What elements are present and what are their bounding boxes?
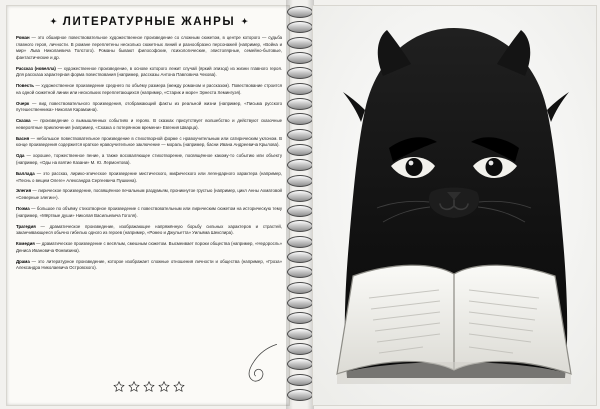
list-item — [16, 171, 282, 184]
star-icon[interactable] — [114, 381, 125, 392]
binding-ring — [287, 129, 313, 141]
black-cat-reading-book-illustration — [313, 6, 596, 405]
genre-definition: — это рассказ, лирико-эпическое произведение мистического, мифического или легендарного характера (например, «Песнь о вещем Олеге» Александра Сергеевича Пушкина). — [16, 170, 282, 183]
genre-entry-list — [16, 35, 282, 272]
star-icon[interactable] — [159, 381, 170, 392]
genre-definition: — произведение о вымышленных событиях и героях. В сказках присутствует волшебство и действуют сказочные невероятные приключения (например, «Сказка о потерянном времени» Евгения Шварца). — [16, 118, 282, 130]
genre-definition: — это литературное произведение, которое изображает сложные отношения личности и общества (например, «Гроза» Александра Николаевича Островского). — [16, 258, 282, 271]
list-item — [16, 259, 282, 272]
decorative-swirl-icon — [236, 343, 278, 385]
binding-ring — [287, 236, 313, 248]
list-item — [16, 136, 282, 149]
left-notebook-page — [6, 5, 290, 406]
binding-ring — [287, 52, 313, 64]
genre-term: Драма — [16, 258, 30, 264]
genre-definition: — большое по объёму стихотворное произведение с повествовательным или лирическим сюжетом на историческую тему (например, «Мёртвые души» Николая Васильевича Гоголя). — [16, 205, 282, 218]
binding-ring — [287, 282, 313, 294]
genre-term: Рассказ (новелла) — [16, 65, 56, 71]
left-page-content — [16, 13, 282, 399]
binding-ring — [287, 190, 313, 202]
list-item — [16, 224, 282, 237]
page-title — [16, 16, 282, 28]
genre-term: Баллада — [16, 170, 35, 176]
genre-definition: — вид повествовательного произведения, отображающий факты из реальной жизни (например, «Письма русского путешественника» Николая Карамзина). — [16, 100, 282, 113]
star-icon[interactable] — [144, 381, 155, 392]
genre-term: Очерк — [16, 100, 30, 106]
genre-term: Ода — [16, 153, 25, 159]
list-item — [16, 153, 282, 166]
list-item — [16, 101, 282, 114]
list-item — [16, 206, 282, 219]
binding-ring — [287, 6, 313, 18]
genre-term: Сказка — [16, 118, 31, 124]
list-item — [16, 35, 282, 61]
genre-definition: — небольшое повествовательное произведение в стихотворной форме с нравоучительным или сатирическим уклоном. В конце произведения содержится краткое нравоучительное заключение — мораль (например, басни Ивана Андреевича Крылова). — [16, 135, 282, 148]
right-notebook-page — [312, 5, 597, 406]
genre-definition: — художественное произведение, в основе которого лежит случай (яркий эпизод) из жизни главного героя. Для рассказа характерная форма повествования (например, рассказы Антона Павловича Чехова). — [16, 65, 282, 78]
binding-ring — [287, 297, 313, 309]
star-icon[interactable] — [129, 381, 140, 392]
star-icon[interactable] — [174, 381, 185, 392]
genre-definition: — драматическое произведение, изображающее напряжённую борьбу сильных характеров и страстей, заканчивающееся обычно гибелью одного из героев (например, «Ромео и Джульетта» Уильяма Шекспира). — [16, 223, 282, 236]
genre-term: Поэма — [16, 205, 30, 211]
binding-ring — [287, 374, 313, 386]
genre-term: Роман — [16, 35, 30, 40]
binding-ring — [287, 343, 313, 355]
spiral-binding — [286, 0, 314, 409]
genre-definition: — хорошее, торжественное пение, а также восхваляющее стихотворение, посвящённое какому-то событию или объекту (например, «Оды на взятие Казани» М. Ю. Лермонтова). — [16, 153, 282, 165]
genre-definition: — лирическое произведение, посвящённое печальным раздумьям, проникнутое грустью (например, цикл Анны Ахматовой «Северные элегии»). — [16, 188, 282, 201]
genre-term: Комедия — [16, 241, 35, 247]
genre-definition: — художественное произведение среднего по объёму размера (между романом и рассказом). Повествование строится на одной сюжетной линии или нескольких переплетающихся (например, «Старик и море» Эрнеста Хемингуэя). — [16, 83, 282, 95]
genre-term: Трагедия — [16, 223, 36, 229]
page-title-text: ЛИТЕРАТУРНЫЕ ЖАНРЫ — [62, 16, 236, 28]
title-star-left-icon: ✦ — [50, 17, 57, 27]
title-star-right-icon: ✦ — [241, 17, 248, 27]
list-item — [16, 241, 282, 254]
list-item — [16, 188, 282, 201]
genre-definition: — это обширное повествовательное художественное произведение со сложным сюжетом, в центре которого — судьба главного героя, личности. В романе переплетены несколько сюжетных линий и разнообразно персонажей (например, «Война и мир» Льва Николаевича Толстого). Романы бывают философские, психологические, эпистолярные, семейно-бытовые, фантастические и др. — [16, 35, 282, 60]
genre-term: Повесть — [16, 83, 34, 89]
list-item — [16, 118, 282, 131]
binding-ring — [287, 37, 313, 49]
list-item — [16, 66, 282, 79]
binding-ring — [287, 175, 313, 187]
rating-stars[interactable] — [114, 381, 185, 392]
list-item — [16, 83, 282, 96]
binding-ring — [287, 389, 313, 401]
genre-term: Элегия — [16, 188, 32, 194]
genre-term: Басня — [16, 135, 30, 141]
genre-definition: — драматическое произведение с весёлым, смешным сюжетом. Высмеивает пороки общества (например, «Недоросль» Дениса Ивановича Фонвизина). — [16, 241, 282, 253]
binding-ring — [287, 98, 313, 110]
binding-ring — [287, 144, 313, 156]
binding-ring — [287, 328, 313, 340]
binding-ring — [287, 83, 313, 95]
